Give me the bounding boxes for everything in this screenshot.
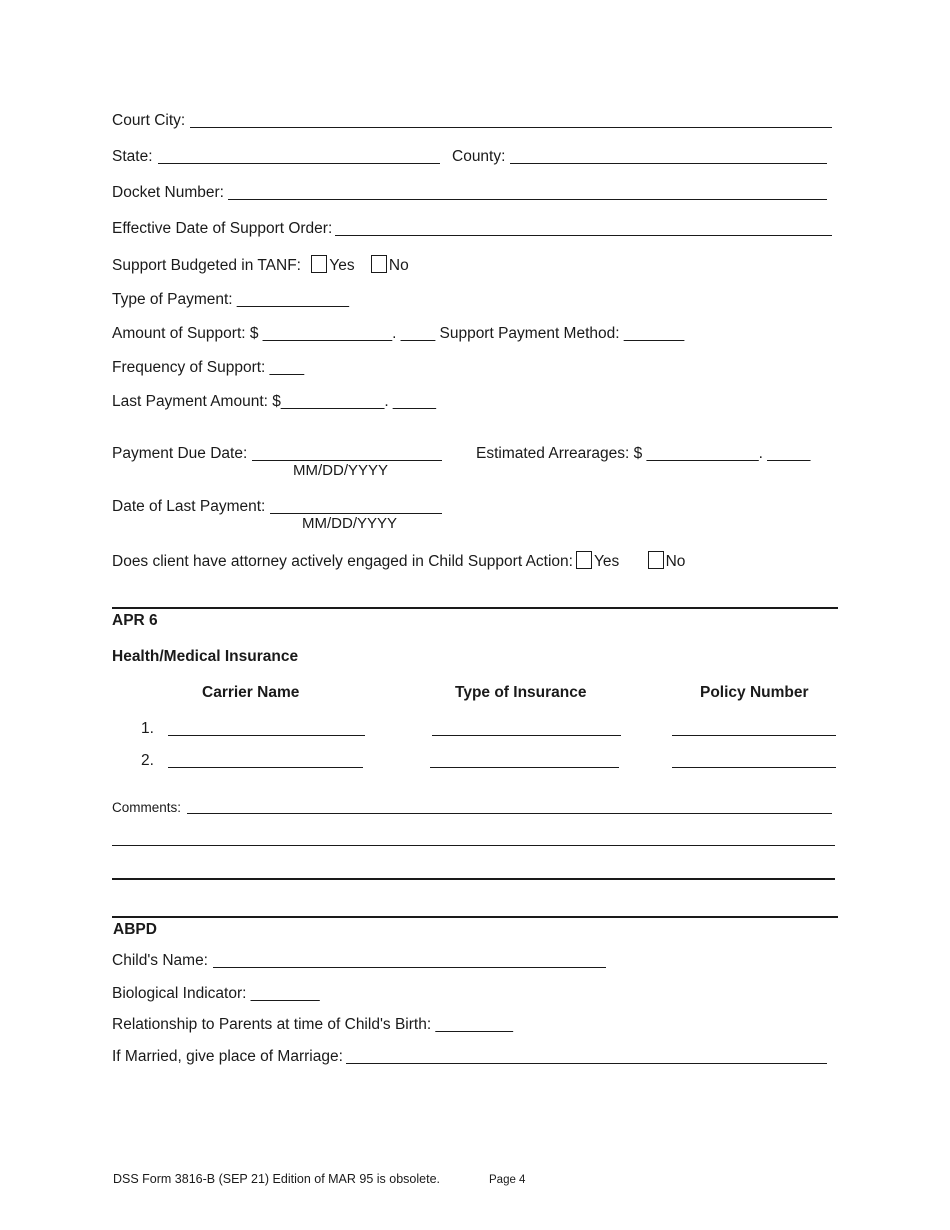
state-input[interactable]: [158, 163, 440, 164]
comments-input-line-1[interactable]: [187, 813, 832, 814]
effective-date-label: Effective Date of Support Order:: [112, 220, 333, 237]
apr6-heading: APR 6: [112, 612, 158, 629]
date-of-last-payment-label: Date of Last Payment:: [112, 498, 266, 515]
child-name-label: Child's Name:: [112, 952, 208, 969]
county-label: County:: [452, 148, 506, 165]
attorney-yes-checkbox[interactable]: [576, 551, 592, 569]
row1-carrier-input[interactable]: [168, 735, 365, 736]
date-of-last-payment-input[interactable]: [270, 513, 442, 514]
amount-of-support[interactable]: Amount of Support: $ _______________. ____ Support Payment Method: _______: [112, 325, 685, 342]
relationship-to-parents[interactable]: Relationship to Parents at time of Child's Birth: _________: [112, 1016, 514, 1033]
biological-indicator[interactable]: Biological Indicator: ________: [112, 985, 320, 1002]
date-of-last-payment-format: MM/DD/YYYY: [302, 515, 398, 532]
court-city-label: Court City:: [112, 112, 186, 129]
estimated-arrearages[interactable]: Estimated Arrearages: $ _____________. _____: [476, 445, 811, 462]
apr6-subheading: Health/Medical Insurance: [112, 648, 299, 665]
column-carrier-name: Carrier Name: [202, 684, 300, 701]
docket-number-label: Docket Number:: [112, 184, 224, 201]
attorney-yes-label: Yes: [593, 553, 620, 570]
tanf-row: [112, 255, 409, 275]
type-of-payment[interactable]: Type of Payment: _____________: [112, 291, 349, 308]
section-divider-abpd: [112, 916, 838, 918]
attorney-no-checkbox[interactable]: [648, 551, 664, 569]
frequency-of-support[interactable]: Frequency of Support: ____: [112, 359, 305, 376]
row2-policy-input[interactable]: [672, 767, 836, 768]
row2-carrier-input[interactable]: [168, 767, 363, 768]
row-number-2: 2.: [141, 752, 154, 769]
payment-due-date-input[interactable]: [252, 460, 442, 461]
attorney-row: [112, 551, 685, 571]
page-number: Page 4: [489, 1174, 526, 1186]
section-divider: [112, 607, 838, 609]
tanf-yes-checkbox[interactable]: [311, 255, 327, 273]
tanf-label: Support Budgeted in TANF:: [112, 257, 301, 274]
row-number-1: 1.: [141, 720, 154, 737]
comments-label: Comments:: [112, 800, 182, 815]
docket-number-input[interactable]: [228, 199, 827, 200]
attorney-question: Does client have attorney actively engaged in Child Support Action:: [112, 553, 573, 570]
effective-date-input[interactable]: [335, 235, 832, 236]
row1-type-input[interactable]: [432, 735, 621, 736]
abpd-heading: ABPD: [113, 921, 157, 938]
attorney-no-label: No: [665, 553, 686, 570]
row2-type-input[interactable]: [430, 767, 619, 768]
tanf-yes-label: Yes: [329, 257, 355, 274]
court-city-input[interactable]: [190, 127, 832, 128]
marriage-place-label: If Married, give place of Marriage:: [112, 1048, 343, 1065]
state-label: State:: [112, 148, 153, 165]
payment-due-date-label: Payment Due Date:: [112, 445, 248, 462]
last-payment-amount[interactable]: Last Payment Amount: $____________. _____: [112, 393, 437, 410]
marriage-place-input[interactable]: [346, 1063, 827, 1064]
column-policy-number: Policy Number: [700, 684, 809, 701]
payment-due-date-format: MM/DD/YYYY: [293, 462, 389, 479]
column-type-of-insurance: Type of Insurance: [455, 684, 587, 701]
comments-input-line-2[interactable]: [112, 845, 835, 846]
county-input[interactable]: [510, 163, 827, 164]
comments-input-line-3[interactable]: [112, 878, 835, 880]
tanf-no-checkbox[interactable]: [371, 255, 387, 273]
tanf-no-label: No: [388, 257, 409, 274]
child-name-input[interactable]: [213, 967, 606, 968]
row1-policy-input[interactable]: [672, 735, 836, 736]
form-number: DSS Form 3816-B (SEP 21) Edition of MAR 95 is obsolete.: [113, 1172, 441, 1186]
